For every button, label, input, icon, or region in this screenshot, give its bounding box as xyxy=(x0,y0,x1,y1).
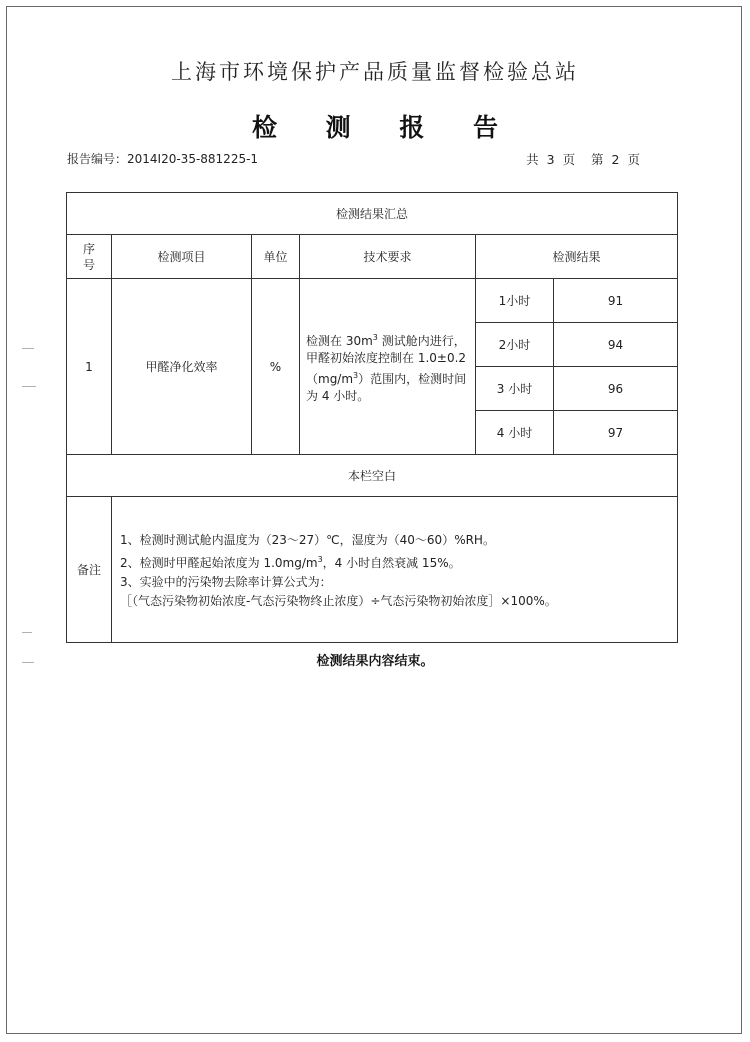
note-line-3: 3、实验中的污染物去除率计算公式为： xyxy=(120,574,332,589)
row-unit: % xyxy=(252,279,300,455)
notes-content xyxy=(112,497,678,643)
result-value: 91 xyxy=(554,279,678,323)
scan-mark xyxy=(22,348,34,349)
page-label: 第 xyxy=(591,152,604,167)
report-title: 检 测 报 告 xyxy=(251,113,519,142)
result-value: 94 xyxy=(554,323,678,367)
row-requirement: 检测在 $30m^3$ 测试舱内进行，甲醛初始浓度控制在 $1.0\pm 0.2(mg/m^3)$范围内，检测时间为 4 小时。 xyxy=(300,279,476,455)
blank-note: 本栏空白 xyxy=(67,455,678,497)
result-time: 1小时 xyxy=(476,279,554,323)
notes-label: 备注 xyxy=(67,497,112,643)
result-time: 4 小时 xyxy=(476,411,554,455)
header-requirement: 技术要求 xyxy=(300,235,476,279)
organization-name: 上海市环境保护产品质量监督检验总站 xyxy=(171,60,579,84)
total-pages: 3 xyxy=(546,152,555,167)
header-result: 检测结果 xyxy=(476,235,678,279)
note-line-4: ［（气态污染物初始浓度-气态污染物终止浓度）÷气态污染物初始浓度］×100%。 xyxy=(120,593,557,608)
results-table xyxy=(66,192,678,643)
scan-mark xyxy=(22,632,32,633)
scan-mark xyxy=(22,662,34,663)
header-item: 检测项目 xyxy=(112,235,252,279)
header-seq: 序号 xyxy=(67,235,112,279)
report-number: 报告编号：2014I20-35-881225-1 xyxy=(67,152,259,166)
end-of-results: 检测结果内容结束。 xyxy=(316,654,434,669)
row-seq: 1 xyxy=(67,279,112,455)
page-number: 2 xyxy=(611,152,620,167)
table-caption: 检测结果汇总 xyxy=(67,193,678,235)
result-value: 96 xyxy=(554,367,678,411)
row-item: 甲醛净化效率 xyxy=(112,279,252,455)
page-counter xyxy=(524,150,642,168)
result-value: 97 xyxy=(554,411,678,455)
total-pages-label: 共 xyxy=(526,152,539,167)
note-line-1: 1、检测时测试舱内温度为（23～27）℃，湿度为（40～60）%RH。 xyxy=(120,532,495,547)
page-unit-2: 页 xyxy=(627,152,640,167)
result-time: 2小时 xyxy=(476,323,554,367)
page-unit: 页 xyxy=(562,152,576,167)
result-time: 3 小时 xyxy=(476,367,554,411)
note-line-2: 2、检测时甲醛起始浓度为 $1.0mg/m^3$，4 小时自然衰减 15%。 xyxy=(120,554,461,570)
scan-mark xyxy=(22,386,36,387)
header-unit: 单位 xyxy=(252,235,300,279)
